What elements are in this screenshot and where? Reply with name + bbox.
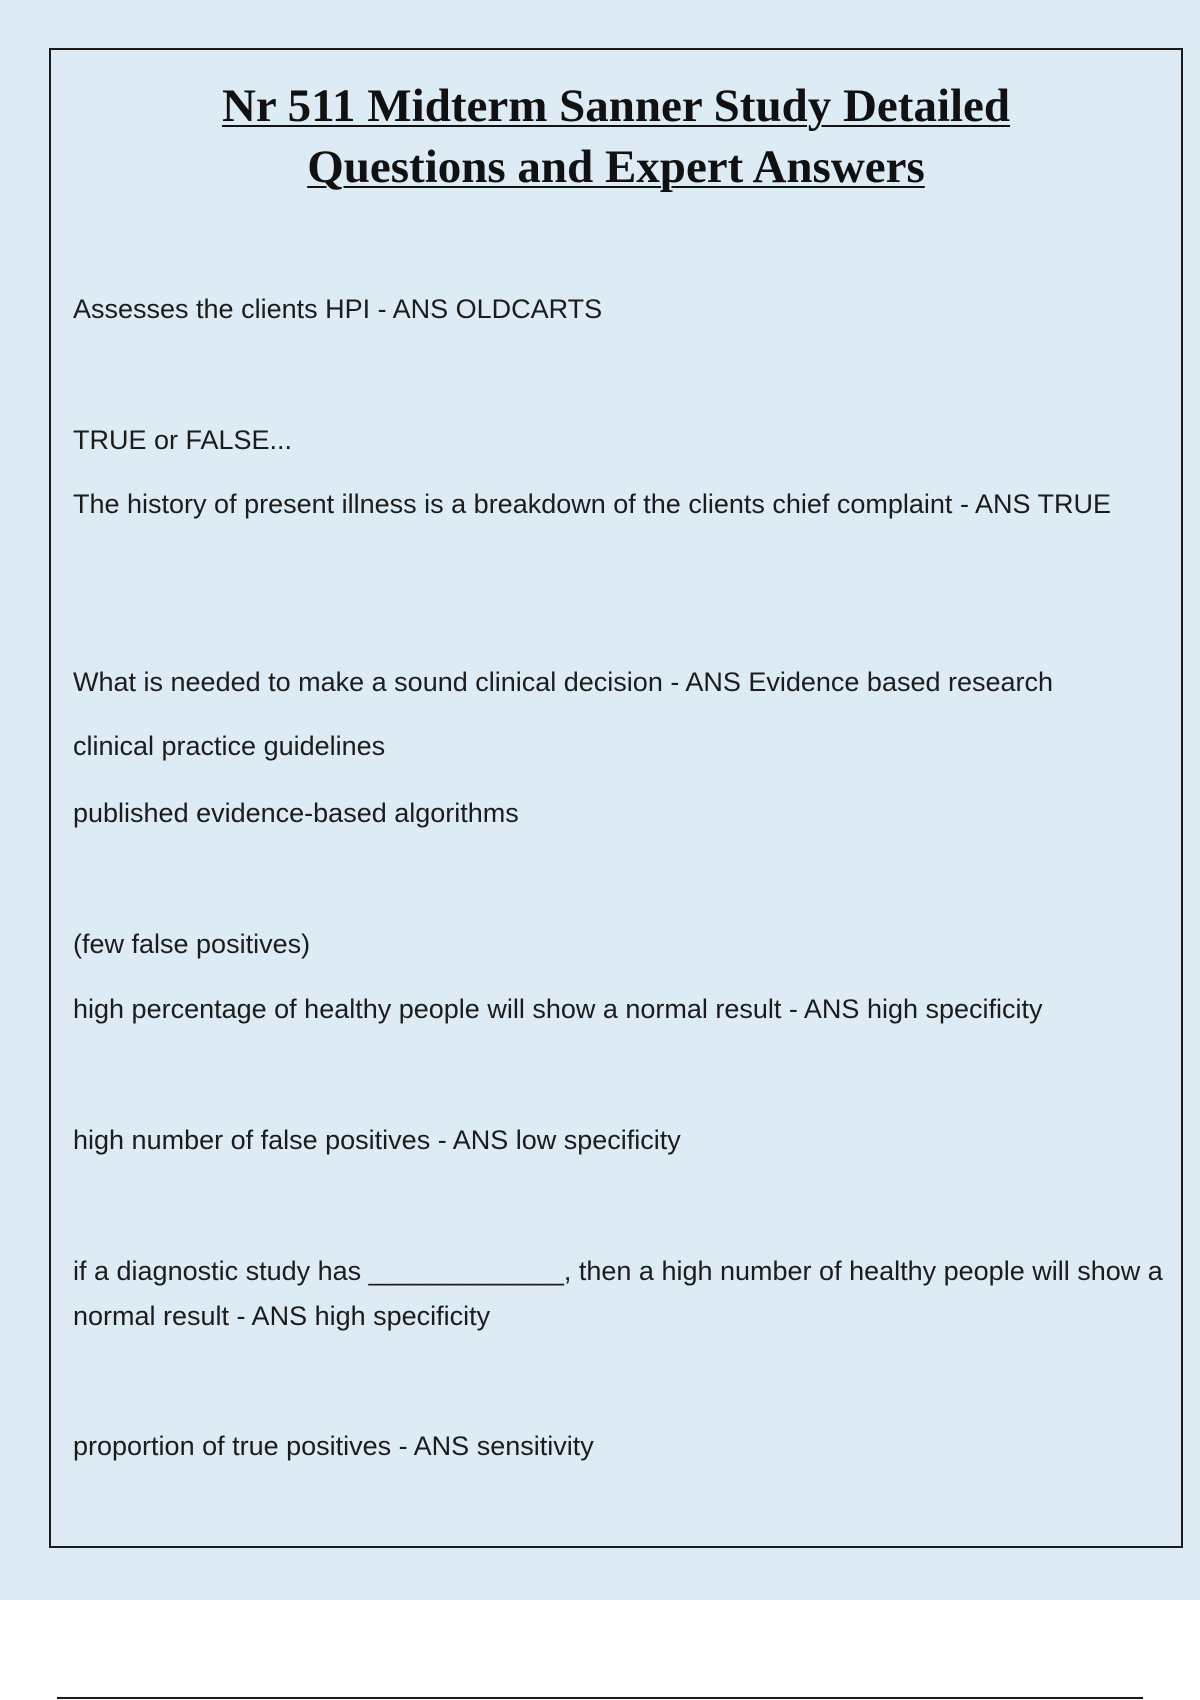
document-title-line-2: Questions and Expert Answers [307,141,925,193]
qa-line-clinical-decision: What is needed to make a sound clinical decision - ANS Evidence based research [73,667,1054,697]
qa-line-algorithms: published evidence-based algorithms [73,798,519,828]
document-title [51,76,1181,198]
document-title-line-1: Nr 511 Midterm Sanner Study Detailed [221,80,1011,132]
qa-line-history: The history of present illness is a breakdown of the clients chief complaint - ANS TRUE [73,489,1111,519]
qa-line-high-specificity: high percentage of healthy people will show a normal result - ANS high specificity [73,994,1043,1024]
qa-line-few-false-positives: (few false positives) [73,929,311,959]
qa-line-hpi: Assesses the clients HPI - ANS OLDCARTS [73,294,603,324]
qa-line-true-false: TRUE or FALSE... [73,425,293,455]
qa-line-sensitivity: proportion of true positives - ANS sensitivity [73,1431,594,1461]
footer-rule [57,1697,1143,1699]
content-frame [49,48,1183,1548]
qa-line-guidelines: clinical practice guidelines [73,731,386,761]
qa-line-low-specificity: high number of false positives - ANS low specificity [73,1125,681,1155]
qa-line-diagnostic-study: if a diagnostic study has _____________, then a high number of healthy people will show a normal result - ANS high specificity [73,1256,1163,1331]
